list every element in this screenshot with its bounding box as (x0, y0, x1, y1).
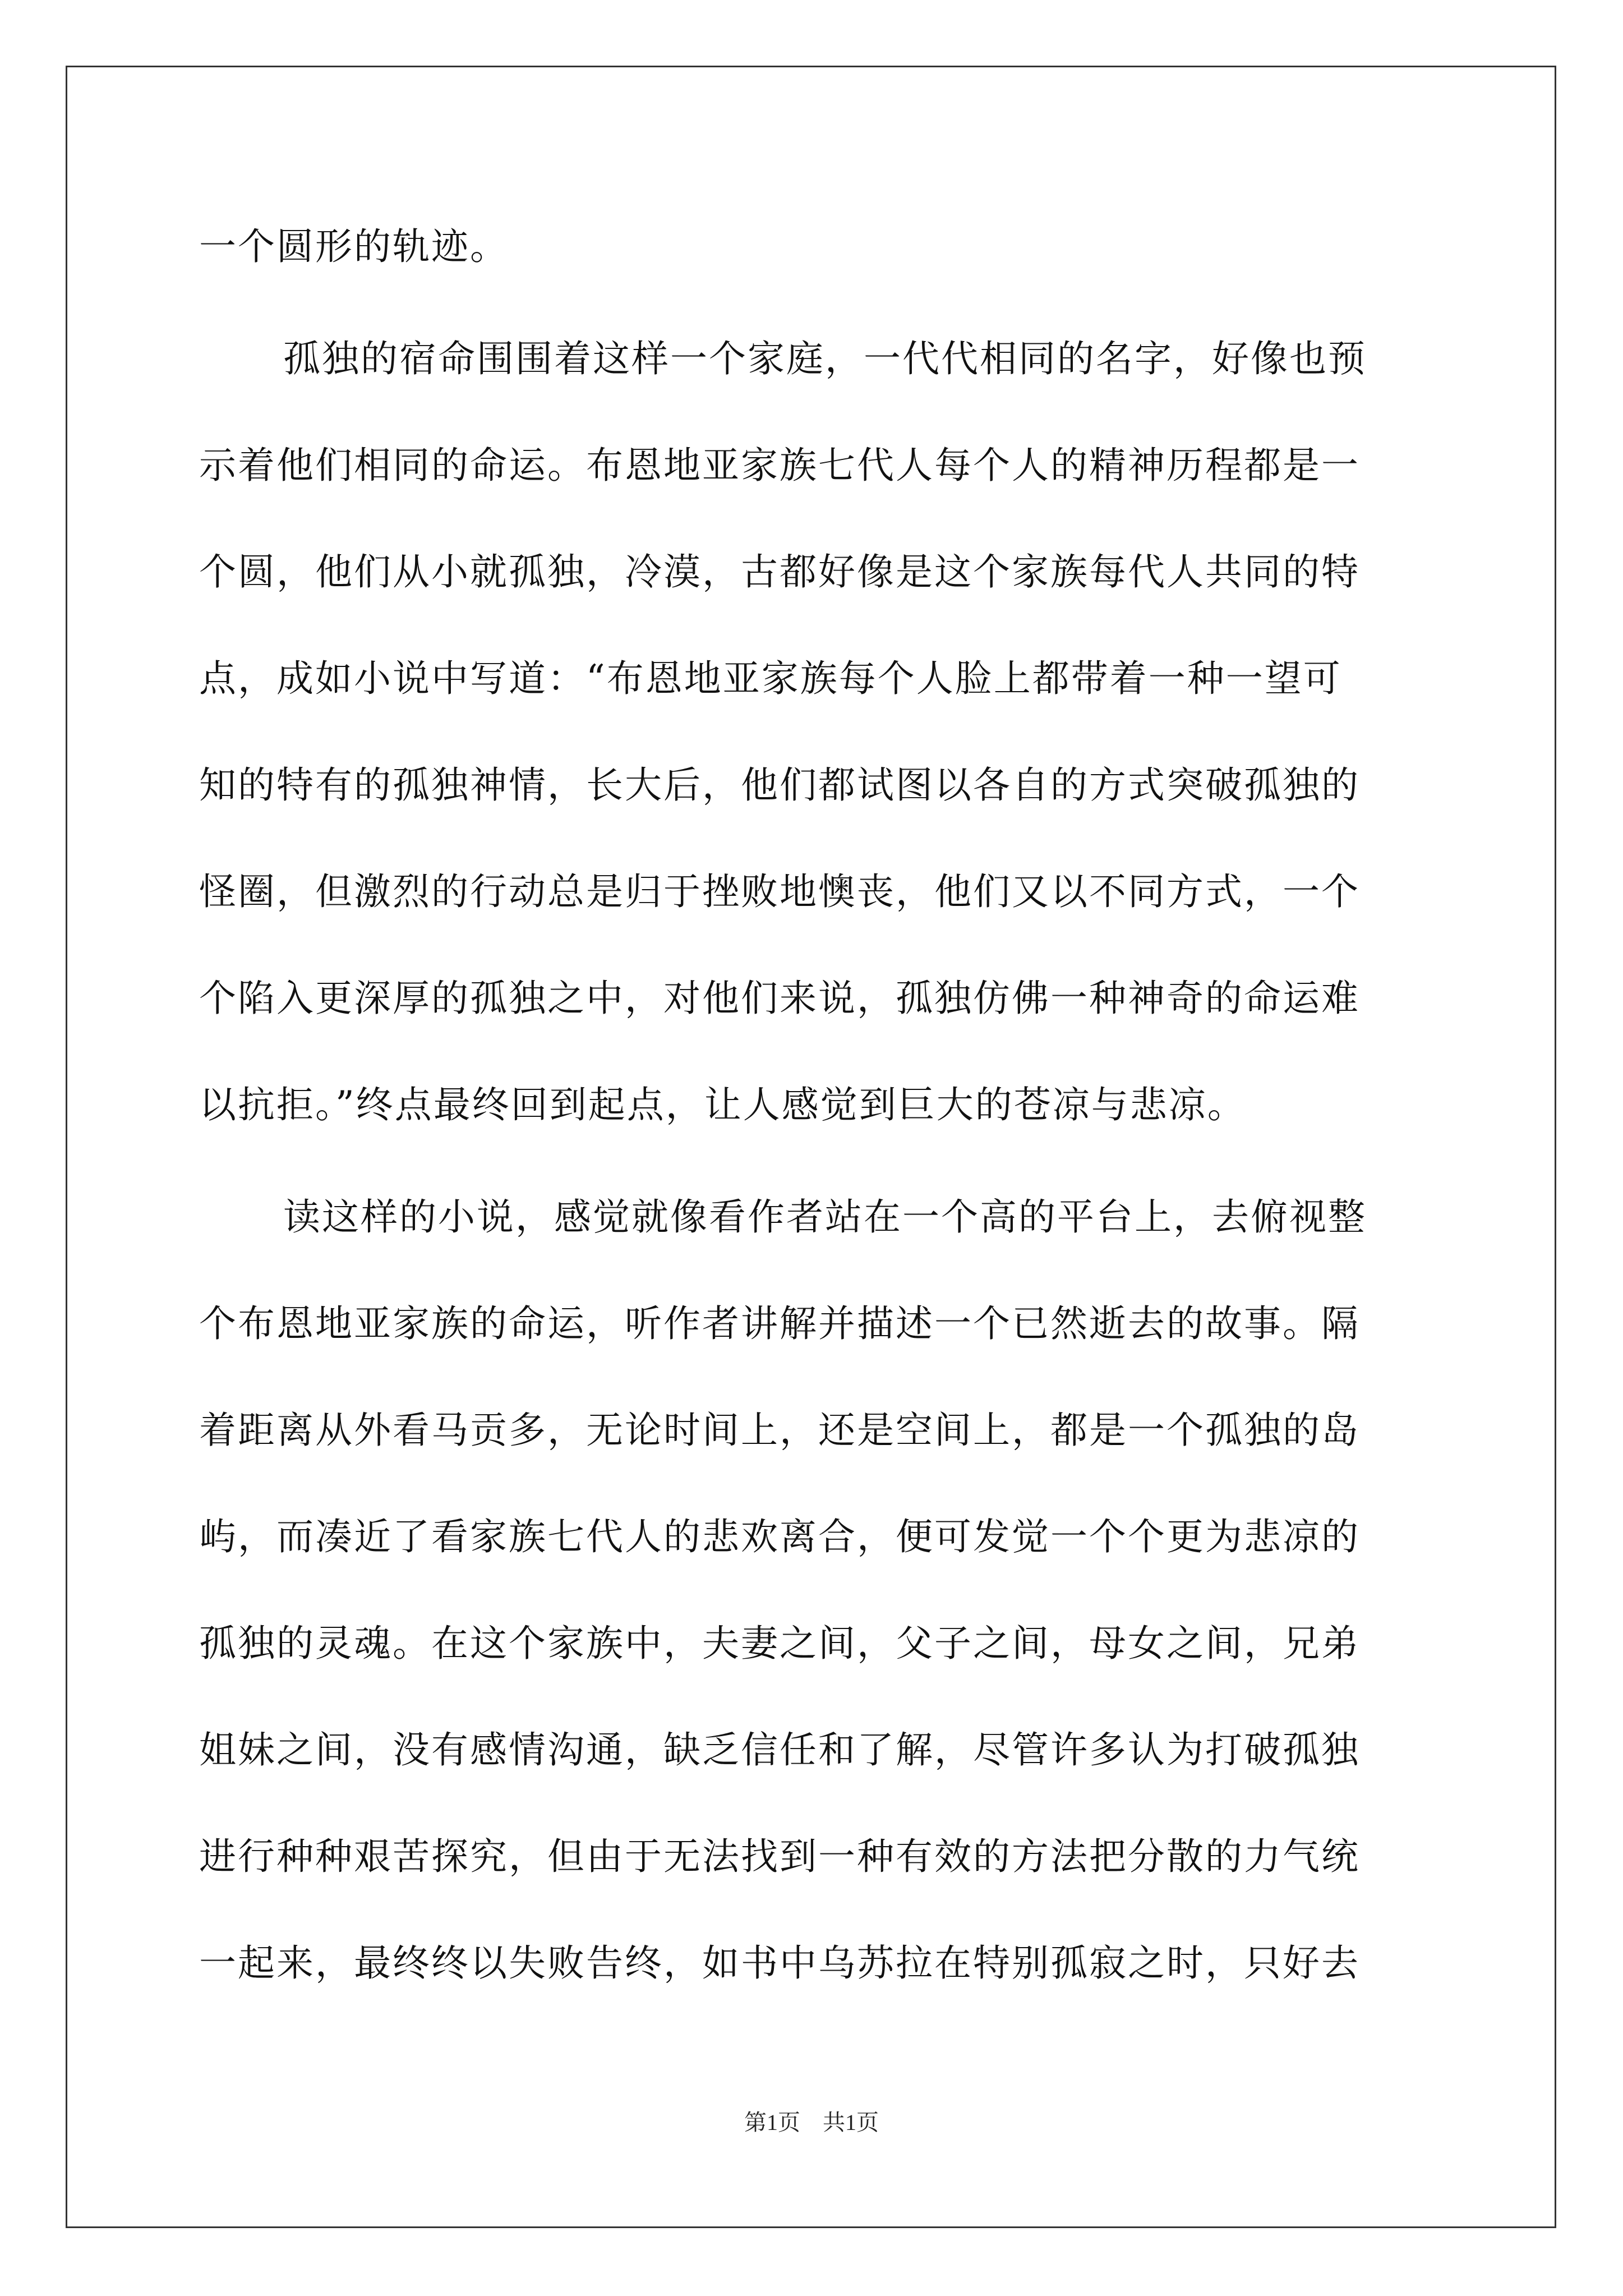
text-line: 孤独的灵魂。在这个家族中，夫妻之间，父子之间，母女之间，兄弟 (199, 1622, 1360, 1665)
text-line: 个布恩地亚家族的命运，听作者讲解并描述一个已然逝去的故事。隔 (199, 1302, 1360, 1345)
text-line: 屿，而凑近了看家族七代人的悲欢离合，便可发觉一个个更为悲凉的 (199, 1515, 1360, 1558)
text-line: 一个圆形的轨迹。 (199, 225, 509, 268)
text-line: 姐妹之间，没有感情沟通，缺乏信任和了解，尽管许多认为打破孤独 (199, 1728, 1360, 1772)
text-line: 进行种种艰苦探究，但由于无法找到一种有效的方法把分散的力气统 (199, 1835, 1360, 1878)
text-line: 个圆，他们从小就孤独，冷漠，古都好像是这个家族每代人共同的特 (199, 550, 1360, 593)
text-line: 怪圈，但激烈的行动总是归于挫败地懊丧，他们又以不同方式，一个 (199, 870, 1360, 913)
text-line: 一起来，最终终以失败告终，如书中乌苏拉在特别孤寂之时，只好去 (199, 1941, 1360, 1985)
page-number: 第1页 共1页 (744, 2110, 879, 2135)
paragraph-first-line: 读这样的小说，感觉就像看作者站在一个高的平台上，去俯视整 (283, 1195, 1367, 1239)
text-line: 示着他们相同的命运。布恩地亚家族七代人每个人的精神历程都是一 (199, 444, 1360, 487)
text-line: 知的特有的孤独神情，长大后，他们都试图以各自的方式突破孤独的 (199, 763, 1360, 807)
paragraph-first-line: 孤独的宿命围围着这样一个家庭，一代代相同的名字，好像也预 (283, 337, 1367, 380)
text-line: 以抗拒。”终点最终回到起点，让人感觉到巨大的苍凉与悲凉。 (199, 1083, 1246, 1126)
text-line: 着距离从外看马贡多，无论时间上，还是空间上，都是一个孤独的岛 (199, 1409, 1360, 1452)
text-line: 点，成如小说中写道：“布恩地亚家族每个人脸上都带着一种一望可 (199, 657, 1342, 700)
page-border (66, 66, 1556, 2228)
text-line: 个陷入更深厚的孤独之中，对他们来说，孤独仿佛一种神奇的命运难 (199, 977, 1360, 1020)
